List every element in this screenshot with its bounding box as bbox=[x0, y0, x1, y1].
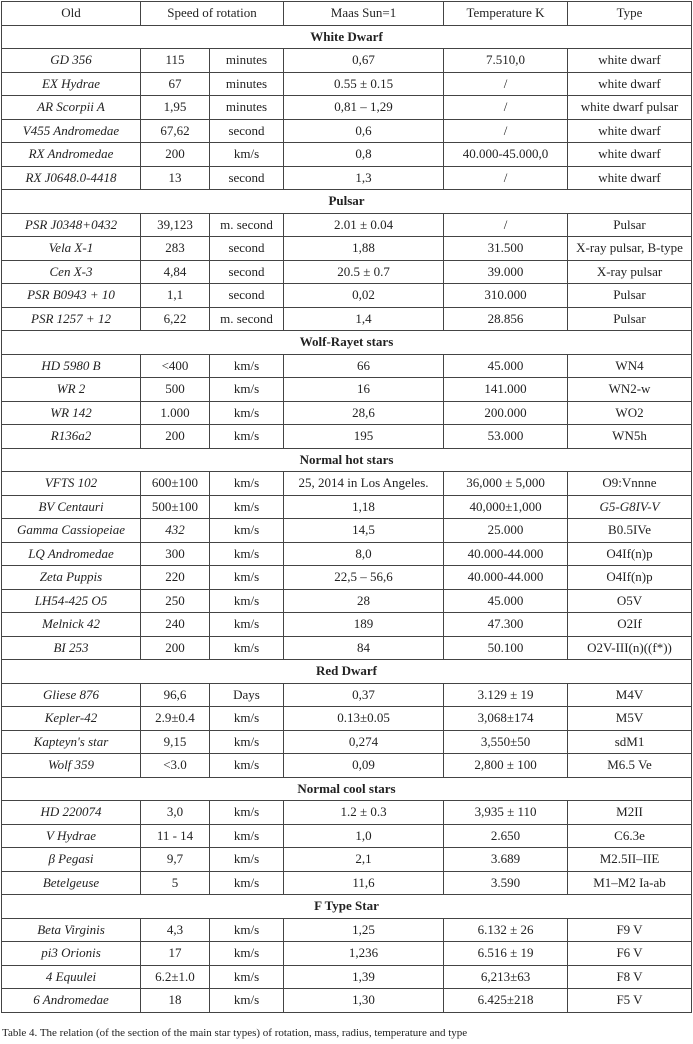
header-type: Type bbox=[568, 2, 692, 26]
rotation-value: 4,3 bbox=[141, 918, 210, 942]
star-table bbox=[1, 1, 692, 1013]
star-name: β Pegasi bbox=[2, 848, 141, 872]
mass-value: 0,274 bbox=[284, 730, 444, 754]
table-row bbox=[2, 683, 692, 707]
star-name: Gliese 876 bbox=[2, 683, 141, 707]
rotation-value: 2.9±0.4 bbox=[141, 707, 210, 731]
header-speed: Speed of rotation bbox=[141, 2, 284, 26]
rotation-unit: km/s bbox=[210, 401, 284, 425]
temperature-value: 7.510,0 bbox=[444, 49, 568, 73]
rotation-unit: km/s bbox=[210, 965, 284, 989]
section-header-row bbox=[2, 895, 692, 919]
star-name: WR 2 bbox=[2, 378, 141, 402]
star-name: Betelgeuse bbox=[2, 871, 141, 895]
temperature-value: 39.000 bbox=[444, 260, 568, 284]
star-type: F9 V bbox=[568, 918, 692, 942]
table-row bbox=[2, 848, 692, 872]
temperature-value: 6.132 ± 26 bbox=[444, 918, 568, 942]
temperature-value: 6.516 ± 19 bbox=[444, 942, 568, 966]
rotation-unit: second bbox=[210, 260, 284, 284]
star-name: EX Hydrae bbox=[2, 72, 141, 96]
rotation-unit: km/s bbox=[210, 848, 284, 872]
section-title: Pulsar bbox=[2, 190, 692, 214]
star-name: PSR J0348+0432 bbox=[2, 213, 141, 237]
table-row bbox=[2, 401, 692, 425]
section-title: Wolf-Rayet stars bbox=[2, 331, 692, 355]
rotation-unit: km/s bbox=[210, 918, 284, 942]
star-type: M6.5 Ve bbox=[568, 754, 692, 778]
temperature-value: 2,800 ± 100 bbox=[444, 754, 568, 778]
rotation-unit: km/s bbox=[210, 824, 284, 848]
table-row bbox=[2, 942, 692, 966]
section-title: White Dwarf bbox=[2, 25, 692, 49]
rotation-unit: km/s bbox=[210, 589, 284, 613]
rotation-value: 17 bbox=[141, 942, 210, 966]
star-name: Melnick 42 bbox=[2, 613, 141, 637]
star-name: PSR B0943 + 10 bbox=[2, 284, 141, 308]
star-name: Kapteyn's star bbox=[2, 730, 141, 754]
mass-value: 0,81 – 1,29 bbox=[284, 96, 444, 120]
temperature-value: 40,000±1,000 bbox=[444, 495, 568, 519]
temperature-value: 40.000-44.000 bbox=[444, 566, 568, 590]
temperature-value: 45.000 bbox=[444, 354, 568, 378]
table-row bbox=[2, 237, 692, 261]
star-type: white dwarf bbox=[568, 119, 692, 143]
temperature-value: 3,068±174 bbox=[444, 707, 568, 731]
temperature-value: / bbox=[444, 166, 568, 190]
rotation-value: 200 bbox=[141, 143, 210, 167]
section-header-row bbox=[2, 660, 692, 684]
mass-value: 2.01 ± 0.04 bbox=[284, 213, 444, 237]
mass-value: 25, 2014 in Los Angeles. bbox=[284, 472, 444, 496]
mass-value: 0,37 bbox=[284, 683, 444, 707]
mass-value: 66 bbox=[284, 354, 444, 378]
table-row bbox=[2, 378, 692, 402]
temperature-value: 310.000 bbox=[444, 284, 568, 308]
rotation-unit: minutes bbox=[210, 49, 284, 73]
rotation-value: 96,6 bbox=[141, 683, 210, 707]
rotation-unit: km/s bbox=[210, 754, 284, 778]
temperature-value: 53.000 bbox=[444, 425, 568, 449]
star-type: M2II bbox=[568, 801, 692, 825]
temperature-value: 40.000-44.000 bbox=[444, 542, 568, 566]
rotation-unit: km/s bbox=[210, 801, 284, 825]
star-type: O4If(n)p bbox=[568, 542, 692, 566]
rotation-value: 432 bbox=[141, 519, 210, 543]
mass-value: 1,0 bbox=[284, 824, 444, 848]
temperature-value: / bbox=[444, 213, 568, 237]
mass-value: 1.2 ± 0.3 bbox=[284, 801, 444, 825]
star-name: LQ Andromedae bbox=[2, 542, 141, 566]
star-type: white dwarf bbox=[568, 166, 692, 190]
mass-value: 20.5 ± 0.7 bbox=[284, 260, 444, 284]
rotation-value: 250 bbox=[141, 589, 210, 613]
star-name: 4 Equulei bbox=[2, 965, 141, 989]
mass-value: 189 bbox=[284, 613, 444, 637]
star-type: WN5h bbox=[568, 425, 692, 449]
temperature-value: 31.500 bbox=[444, 237, 568, 261]
rotation-unit: m. second bbox=[210, 213, 284, 237]
header-row bbox=[2, 2, 692, 26]
section-header-row bbox=[2, 25, 692, 49]
rotation-unit: km/s bbox=[210, 472, 284, 496]
star-type: M1–M2 Ia-ab bbox=[568, 871, 692, 895]
table-row bbox=[2, 730, 692, 754]
star-name: BV Centauri bbox=[2, 495, 141, 519]
table-row bbox=[2, 284, 692, 308]
star-name: V455 Andromedae bbox=[2, 119, 141, 143]
mass-value: 0,09 bbox=[284, 754, 444, 778]
star-name: Vela X-1 bbox=[2, 237, 141, 261]
rotation-unit: km/s bbox=[210, 354, 284, 378]
star-name: Beta Virginis bbox=[2, 918, 141, 942]
temperature-value: 40.000-45.000,0 bbox=[444, 143, 568, 167]
rotation-unit: km/s bbox=[210, 378, 284, 402]
mass-value: 0,67 bbox=[284, 49, 444, 73]
mass-value: 195 bbox=[284, 425, 444, 449]
rotation-value: 300 bbox=[141, 542, 210, 566]
table-row bbox=[2, 965, 692, 989]
mass-value: 1,25 bbox=[284, 918, 444, 942]
star-type: white dwarf bbox=[568, 72, 692, 96]
temperature-value: 45.000 bbox=[444, 589, 568, 613]
rotation-value: 39,123 bbox=[141, 213, 210, 237]
rotation-unit: minutes bbox=[210, 96, 284, 120]
rotation-unit: second bbox=[210, 284, 284, 308]
table-row bbox=[2, 307, 692, 331]
mass-value: 22,5 – 56,6 bbox=[284, 566, 444, 590]
star-name: Zeta Puppis bbox=[2, 566, 141, 590]
mass-value: 0,8 bbox=[284, 143, 444, 167]
table-row bbox=[2, 425, 692, 449]
star-type: O9:Vnnne bbox=[568, 472, 692, 496]
temperature-value: 3.590 bbox=[444, 871, 568, 895]
rotation-unit: second bbox=[210, 237, 284, 261]
star-type: Pulsar bbox=[568, 213, 692, 237]
rotation-unit: second bbox=[210, 166, 284, 190]
star-type: B0.5IVe bbox=[568, 519, 692, 543]
section-title: F Type Star bbox=[2, 895, 692, 919]
star-type: O4If(n)p bbox=[568, 566, 692, 590]
table-row bbox=[2, 119, 692, 143]
table-caption: Table 4. The relation (of the section of the main star types) of rotation, mass, radius, temperature and type bbox=[2, 1027, 468, 1039]
star-type: O2V-III(n)((f*)) bbox=[568, 636, 692, 660]
temperature-value: / bbox=[444, 119, 568, 143]
table-header bbox=[2, 2, 692, 26]
star-name: R136a2 bbox=[2, 425, 141, 449]
rotation-unit: m. second bbox=[210, 307, 284, 331]
rotation-value: 9,7 bbox=[141, 848, 210, 872]
section-header-row bbox=[2, 448, 692, 472]
star-name: VFTS 102 bbox=[2, 472, 141, 496]
table-row bbox=[2, 213, 692, 237]
mass-value: 0.13±0.05 bbox=[284, 707, 444, 731]
rotation-value: 67,62 bbox=[141, 119, 210, 143]
star-name: GD 356 bbox=[2, 49, 141, 73]
star-type: F5 V bbox=[568, 989, 692, 1013]
rotation-value: 13 bbox=[141, 166, 210, 190]
table-row bbox=[2, 918, 692, 942]
star-name: RX Andromedae bbox=[2, 143, 141, 167]
mass-value: 1,3 bbox=[284, 166, 444, 190]
section-header-row bbox=[2, 190, 692, 214]
section-title: Red Dwarf bbox=[2, 660, 692, 684]
star-name: Wolf 359 bbox=[2, 754, 141, 778]
rotation-unit: km/s bbox=[210, 542, 284, 566]
mass-value: 1,39 bbox=[284, 965, 444, 989]
table-row bbox=[2, 613, 692, 637]
table-row bbox=[2, 166, 692, 190]
rotation-value: 600±100 bbox=[141, 472, 210, 496]
star-type: M2.5II–IIE bbox=[568, 848, 692, 872]
table-row bbox=[2, 354, 692, 378]
temperature-value: 6.425±218 bbox=[444, 989, 568, 1013]
rotation-value: 200 bbox=[141, 425, 210, 449]
rotation-unit: km/s bbox=[210, 707, 284, 731]
table-row bbox=[2, 472, 692, 496]
star-name: PSR 1257 + 12 bbox=[2, 307, 141, 331]
star-name: Gamma Cassiopeiae bbox=[2, 519, 141, 543]
star-name: LH54-425 O5 bbox=[2, 589, 141, 613]
temperature-value: 3,550±50 bbox=[444, 730, 568, 754]
table-body bbox=[2, 25, 692, 1012]
mass-value: 1,88 bbox=[284, 237, 444, 261]
temperature-value: 2.650 bbox=[444, 824, 568, 848]
rotation-value: 1,95 bbox=[141, 96, 210, 120]
star-type: C6.3e bbox=[568, 824, 692, 848]
temperature-value: 3,935 ± 110 bbox=[444, 801, 568, 825]
star-type: WO2 bbox=[568, 401, 692, 425]
star-type: M5V bbox=[568, 707, 692, 731]
rotation-unit: km/s bbox=[210, 613, 284, 637]
rotation-value: 11 - 14 bbox=[141, 824, 210, 848]
rotation-value: 9,15 bbox=[141, 730, 210, 754]
rotation-value: 283 bbox=[141, 237, 210, 261]
star-type: white dwarf pulsar bbox=[568, 96, 692, 120]
mass-value: 84 bbox=[284, 636, 444, 660]
star-name: HD 220074 bbox=[2, 801, 141, 825]
table-row bbox=[2, 72, 692, 96]
temperature-value: / bbox=[444, 72, 568, 96]
rotation-unit: km/s bbox=[210, 636, 284, 660]
star-type: Pulsar bbox=[568, 307, 692, 331]
header-old: Old bbox=[2, 2, 141, 26]
rotation-unit: km/s bbox=[210, 871, 284, 895]
temperature-value: 3.129 ± 19 bbox=[444, 683, 568, 707]
rotation-value: 220 bbox=[141, 566, 210, 590]
star-type: F8 V bbox=[568, 965, 692, 989]
star-name: 6 Andromedae bbox=[2, 989, 141, 1013]
rotation-value: 500±100 bbox=[141, 495, 210, 519]
rotation-value: 5 bbox=[141, 871, 210, 895]
mass-value: 28 bbox=[284, 589, 444, 613]
table-row bbox=[2, 566, 692, 590]
table-row bbox=[2, 754, 692, 778]
temperature-value: / bbox=[444, 96, 568, 120]
header-mass: Maas Sun=1 bbox=[284, 2, 444, 26]
rotation-unit: Days bbox=[210, 683, 284, 707]
mass-value: 1,30 bbox=[284, 989, 444, 1013]
mass-value: 0,6 bbox=[284, 119, 444, 143]
star-type: F6 V bbox=[568, 942, 692, 966]
rotation-value: 67 bbox=[141, 72, 210, 96]
table-row bbox=[2, 260, 692, 284]
temperature-value: 47.300 bbox=[444, 613, 568, 637]
star-type: G5-G8IV-V bbox=[568, 495, 692, 519]
star-type: X-ray pulsar, B-type bbox=[568, 237, 692, 261]
table-row bbox=[2, 636, 692, 660]
rotation-unit: minutes bbox=[210, 72, 284, 96]
temperature-value: 6,213±63 bbox=[444, 965, 568, 989]
star-type: WN2-w bbox=[568, 378, 692, 402]
star-type: white dwarf bbox=[568, 49, 692, 73]
table-row bbox=[2, 49, 692, 73]
star-type: O2If bbox=[568, 613, 692, 637]
table-row bbox=[2, 542, 692, 566]
section-header-row bbox=[2, 331, 692, 355]
star-name: BI 253 bbox=[2, 636, 141, 660]
table-row bbox=[2, 519, 692, 543]
temperature-value: 36,000 ± 5,000 bbox=[444, 472, 568, 496]
rotation-unit: km/s bbox=[210, 730, 284, 754]
rotation-unit: km/s bbox=[210, 495, 284, 519]
star-type: O5V bbox=[568, 589, 692, 613]
mass-value: 2,1 bbox=[284, 848, 444, 872]
table-row bbox=[2, 801, 692, 825]
star-type: M4V bbox=[568, 683, 692, 707]
rotation-value: 6.2±1.0 bbox=[141, 965, 210, 989]
temperature-value: 141.000 bbox=[444, 378, 568, 402]
star-type: X-ray pulsar bbox=[568, 260, 692, 284]
rotation-value: 1,1 bbox=[141, 284, 210, 308]
rotation-unit: km/s bbox=[210, 566, 284, 590]
section-title: Normal hot stars bbox=[2, 448, 692, 472]
rotation-value: 115 bbox=[141, 49, 210, 73]
table-row bbox=[2, 707, 692, 731]
temperature-value: 28.856 bbox=[444, 307, 568, 331]
rotation-value: 18 bbox=[141, 989, 210, 1013]
star-name: pi3 Orionis bbox=[2, 942, 141, 966]
rotation-value: 200 bbox=[141, 636, 210, 660]
table-row bbox=[2, 589, 692, 613]
rotation-value: 1.000 bbox=[141, 401, 210, 425]
rotation-unit: second bbox=[210, 119, 284, 143]
table-row bbox=[2, 871, 692, 895]
mass-value: 8,0 bbox=[284, 542, 444, 566]
mass-value: 14,5 bbox=[284, 519, 444, 543]
temperature-value: 200.000 bbox=[444, 401, 568, 425]
star-name: RX J0648.0-4418 bbox=[2, 166, 141, 190]
table-row bbox=[2, 495, 692, 519]
rotation-unit: km/s bbox=[210, 425, 284, 449]
table-row bbox=[2, 824, 692, 848]
star-name: WR 142 bbox=[2, 401, 141, 425]
star-type: WN4 bbox=[568, 354, 692, 378]
rotation-unit: km/s bbox=[210, 942, 284, 966]
star-name: HD 5980 B bbox=[2, 354, 141, 378]
rotation-value: <3.0 bbox=[141, 754, 210, 778]
star-type: Pulsar bbox=[568, 284, 692, 308]
header-temperature: Temperature K bbox=[444, 2, 568, 26]
star-name: AR Scorpii A bbox=[2, 96, 141, 120]
temperature-value: 50.100 bbox=[444, 636, 568, 660]
section-header-row bbox=[2, 777, 692, 801]
mass-value: 11,6 bbox=[284, 871, 444, 895]
star-name: V Hydrae bbox=[2, 824, 141, 848]
star-type: white dwarf bbox=[568, 143, 692, 167]
rotation-value: 6,22 bbox=[141, 307, 210, 331]
table-row bbox=[2, 96, 692, 120]
mass-value: 1,18 bbox=[284, 495, 444, 519]
rotation-unit: km/s bbox=[210, 519, 284, 543]
star-name: Cen X-3 bbox=[2, 260, 141, 284]
section-title: Normal cool stars bbox=[2, 777, 692, 801]
temperature-value: 25.000 bbox=[444, 519, 568, 543]
rotation-value: 240 bbox=[141, 613, 210, 637]
mass-value: 0,02 bbox=[284, 284, 444, 308]
rotation-unit: km/s bbox=[210, 989, 284, 1013]
rotation-value: <400 bbox=[141, 354, 210, 378]
rotation-value: 4,84 bbox=[141, 260, 210, 284]
star-name: Kepler-42 bbox=[2, 707, 141, 731]
mass-value: 16 bbox=[284, 378, 444, 402]
table-row bbox=[2, 143, 692, 167]
rotation-value: 500 bbox=[141, 378, 210, 402]
mass-value: 1,236 bbox=[284, 942, 444, 966]
mass-value: 0.55 ± 0.15 bbox=[284, 72, 444, 96]
rotation-value: 3,0 bbox=[141, 801, 210, 825]
mass-value: 1,4 bbox=[284, 307, 444, 331]
rotation-unit: km/s bbox=[210, 143, 284, 167]
star-type: sdM1 bbox=[568, 730, 692, 754]
mass-value: 28,6 bbox=[284, 401, 444, 425]
table-row bbox=[2, 989, 692, 1013]
temperature-value: 3.689 bbox=[444, 848, 568, 872]
